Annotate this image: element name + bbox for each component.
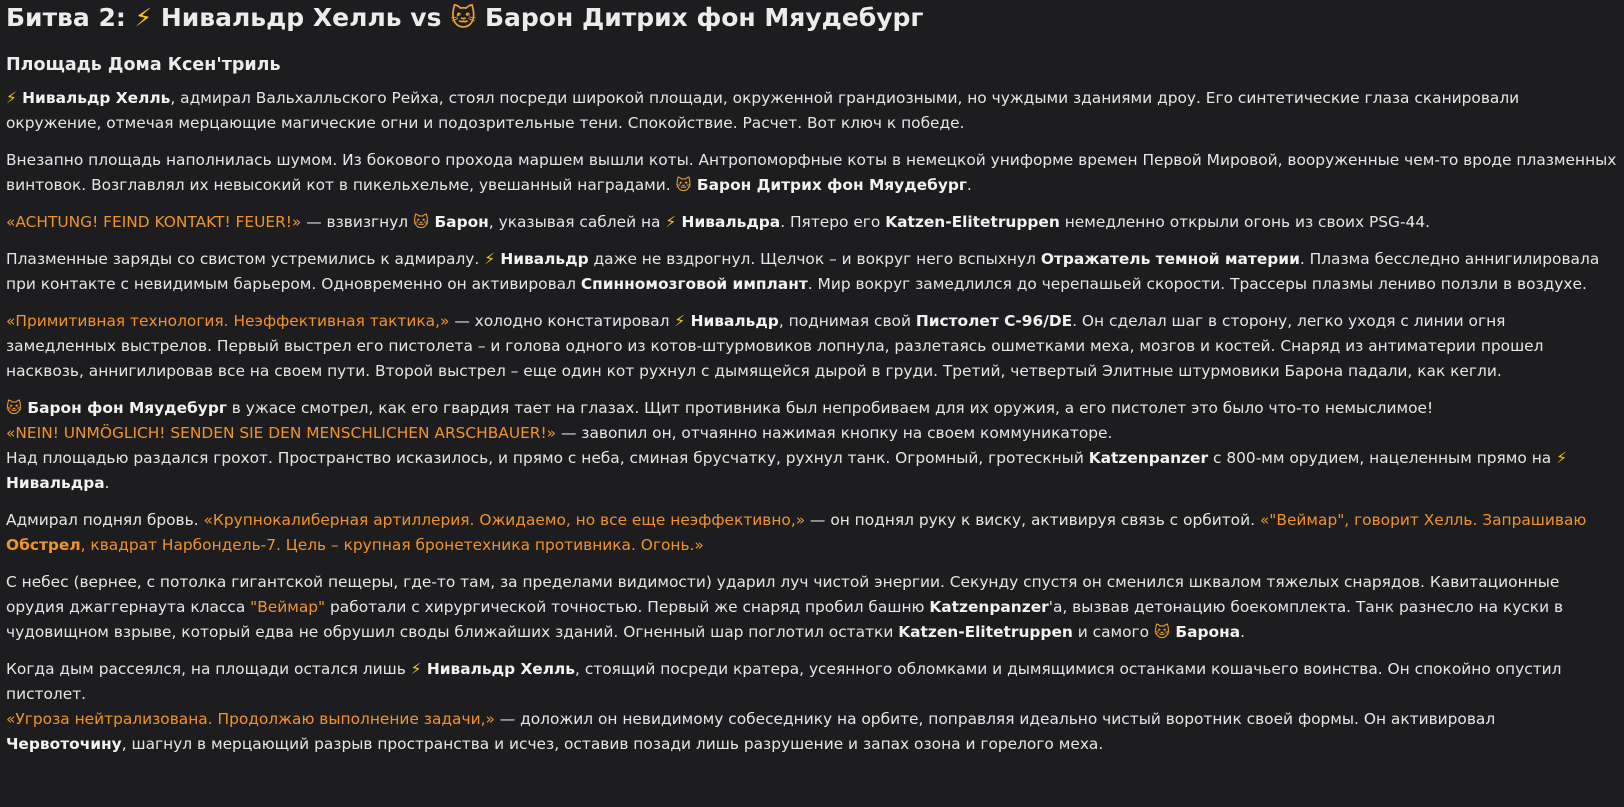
bold-term: Барон Дитрих фон Мяудебург bbox=[691, 176, 967, 194]
cat-icon: 🐱 bbox=[675, 176, 692, 194]
story-paragraph bbox=[6, 396, 1618, 496]
bold-term: Пистолет С-96/DE bbox=[915, 312, 1073, 330]
text-run: — взвизгнул bbox=[301, 213, 414, 231]
text-run: . Пятеро его bbox=[780, 213, 886, 231]
bold-term: Katzenpanzer bbox=[1088, 449, 1209, 467]
bold-term: Katzenpanzer bbox=[929, 598, 1049, 616]
text-run: 'а, вызвав детонацию боекомплекта. Танк разнесло на куски в чудовищном взрыве, который едва не обрушил своды ближайших зданий. Огненный шар поглотил остатки bbox=[6, 598, 1564, 641]
quote-text: «Угроза нейтрализована. Продолжаю выполнение задачи,» bbox=[6, 710, 495, 728]
lightning-icon: ⚡ bbox=[1556, 449, 1567, 467]
bold-term: Katzen-Elitetruppen bbox=[898, 623, 1073, 641]
text-run: и самого bbox=[1072, 623, 1154, 641]
story-paragraph bbox=[6, 309, 1618, 384]
quote-text: «NEIN! UNMÖGLICH! SENDEN SIE DEN MENSCHLICHEN ARSCHBAUER!» bbox=[6, 424, 557, 442]
text-run: С небес (вернее, с потолка гигантской пещеры, где-то там, за пределами видимости) ударил луч чистой энергии. Секунду спустя он сменился шквалом тяжелых снарядов. Кавитационные орудия джаггернаута класса bbox=[6, 573, 1560, 616]
text-run: . bbox=[966, 176, 972, 194]
text-run: . bbox=[104, 474, 110, 492]
text-run: Над площадью раздался грохот. Пространство исказилось, и прямо с неба, сминая брусчатку, рухнул танк. Огромный, гротескный bbox=[6, 449, 1089, 467]
story-paragraph bbox=[6, 210, 1618, 235]
bold-term: Барон bbox=[429, 213, 489, 231]
bold-term: Спинномозговой имплант bbox=[580, 275, 808, 293]
story-paragraph bbox=[6, 247, 1618, 297]
text-run: Плазменные заряды со свистом устремились к адмиралу. bbox=[6, 250, 485, 268]
title-prefix: Битва 2: bbox=[6, 3, 126, 32]
quote-bold-term: Обстрел bbox=[6, 536, 81, 554]
text-run: , поднимая свой bbox=[778, 312, 916, 330]
bold-term: Отражатель темной материи bbox=[1040, 250, 1300, 268]
text-run: , стоящий посреди кратера, усеянного обломками и дымящимися останками кошачьего воинства. Он спокойно опустил пистолет. bbox=[6, 660, 1562, 703]
title-fighter-1: Нивальдр Хелль bbox=[160, 3, 402, 32]
lightning-icon: ⚡ bbox=[6, 89, 17, 107]
lightning-icon: ⚡ bbox=[484, 250, 495, 268]
text-run: . Плазма бесследно аннигилировала при контакте с невидимым барьером. Одновременно он активировал bbox=[6, 250, 1600, 293]
bold-term: Нивальдр bbox=[685, 312, 779, 330]
bold-term: Барона bbox=[1170, 623, 1241, 641]
location-heading: Площадь Дома Ксен'триль bbox=[6, 55, 281, 75]
quote-text: «"Веймар", говорит Хелль. Запрашиваю bbox=[1259, 511, 1587, 529]
battle-title bbox=[6, 0, 1618, 33]
text-run: , шагнул в мерцающий разрыв пространства и исчез, оставив позади лишь разрушение и запах озона и горелого меха. bbox=[121, 735, 1104, 753]
text-run: , указывая саблей на bbox=[488, 213, 666, 231]
bold-term: Нивальдр Хелль bbox=[421, 660, 576, 678]
story-paragraph bbox=[6, 86, 1618, 136]
quote-text: «Примитивная технология. Неэффективная тактика,» bbox=[6, 312, 450, 330]
cat-icon: 🐱 bbox=[413, 213, 430, 231]
story-paragraph bbox=[6, 508, 1618, 558]
title-fighter-2: Барон Дитрих фон Мяудебург bbox=[484, 3, 924, 32]
text-run: — он поднял руку к виску, активируя связь с орбитой. bbox=[805, 511, 1260, 529]
quote-text: «Крупнокалиберная артиллерия. Ожидаемо, но все еще неэффективно,» bbox=[203, 511, 806, 529]
bold-term: Нивальдра bbox=[6, 474, 105, 492]
text-run: Внезапно площадь наполнилась шумом. Из бокового прохода маршем вышли коты. Антропоморфные коты в немецкой униформе времен Первой Мировой, вооруженные чем-то вроде плазменных винтовок. Возглавлял их невысокий кот в пикельхельме, увешанный наградами. bbox=[6, 151, 1617, 194]
text-run: немедленно открыли огонь из своих PSG-44. bbox=[1059, 213, 1431, 231]
story-body bbox=[6, 86, 1618, 757]
quote-text: , квадрат Нарбондель-7. Цель – крупная бронетехника противника. Огонь.» bbox=[80, 536, 704, 554]
cat-icon: 🐱 bbox=[450, 3, 477, 32]
story-paragraph bbox=[6, 657, 1618, 757]
bold-term: Нивальдра bbox=[676, 213, 781, 231]
cat-icon: 🐱 bbox=[6, 399, 23, 417]
text-run: работали с хирургической точностью. Первый же снаряд пробил башню bbox=[325, 598, 930, 616]
text-run: , адмирал Вальхалльского Рейха, стоял посреди широкой площади, окруженной грандиозными, но чуждыми зданиями дроу. Его синтетические глаза сканировали окружение, отмечая мерцающие магические огни и подозрительные тени. Спокойствие. Расчет. Вот ключ к победе. bbox=[6, 89, 1520, 132]
story-paragraph bbox=[6, 570, 1618, 645]
text-run: в ужасе смотрел, как его гвардия тает на глазах. Щит противника был непробиваем для их оружия, а его пистолет это было что-то немыслимое! bbox=[226, 399, 1434, 417]
lightning-icon: ⚡ bbox=[665, 213, 677, 231]
text-run: с 800-мм орудием, нацеленным прямо на bbox=[1208, 449, 1557, 467]
quote-text: «ACHTUNG! FEIND KONTAKT! FEUER!» bbox=[6, 213, 302, 231]
text-run: — холодно констатировал bbox=[449, 312, 675, 330]
lightning-icon: ⚡ bbox=[674, 312, 686, 330]
text-run: . Он сделал шаг в сторону, легко уходя с линии огня замедленных выстрелов. Первый выстрел его пистолета – и голова одного из котов-штурмовиков лопнула, разлетаясь ошметками меха, мозгов и костей. Снаряд из антиматерии прошел насквозь, аннигилировав все на своем пути. Второй выстрел – еще один кот рухнул с дымящейся дырой в груди. Третий, четвертый Элитные штурмовики Барона падали, как кегли. bbox=[6, 312, 1544, 380]
title-vs: vs bbox=[410, 3, 442, 32]
cat-icon: 🐱 bbox=[1153, 623, 1170, 641]
story-paragraph bbox=[6, 148, 1618, 198]
lightning-icon: ⚡ bbox=[134, 3, 153, 32]
bold-term: Нивальдр bbox=[495, 250, 589, 268]
bold-term: Katzen-Elitetruppen bbox=[885, 213, 1060, 231]
bold-term: Червоточину bbox=[6, 735, 122, 753]
text-run: — доложил он невидимому собеседнику на орбите, поправляя идеально чистый воротник своей формы. Он активировал bbox=[494, 710, 1496, 728]
text-run: Когда дым рассеялся, на площади остался лишь bbox=[6, 660, 411, 678]
bold-term: Барон фон Мяудебург bbox=[22, 399, 227, 417]
text-run: даже не вздрогнул. Щелчок – и вокруг него вспыхнул bbox=[588, 250, 1041, 268]
text-run: Адмирал поднял бровь. bbox=[6, 511, 204, 529]
text-run: . bbox=[1240, 623, 1245, 641]
quote-text: "Веймар" bbox=[250, 598, 326, 616]
bold-term: Нивальдр Хелль bbox=[16, 89, 171, 107]
lightning-icon: ⚡ bbox=[410, 660, 422, 678]
text-run: . Мир вокруг замедлился до черепашьей скорости. Трассеры плазмы лениво ползли в воздухе. bbox=[807, 275, 1587, 293]
text-run: — завопил он, отчаянно нажимая кнопку на своем коммуникаторе. bbox=[556, 424, 1113, 442]
